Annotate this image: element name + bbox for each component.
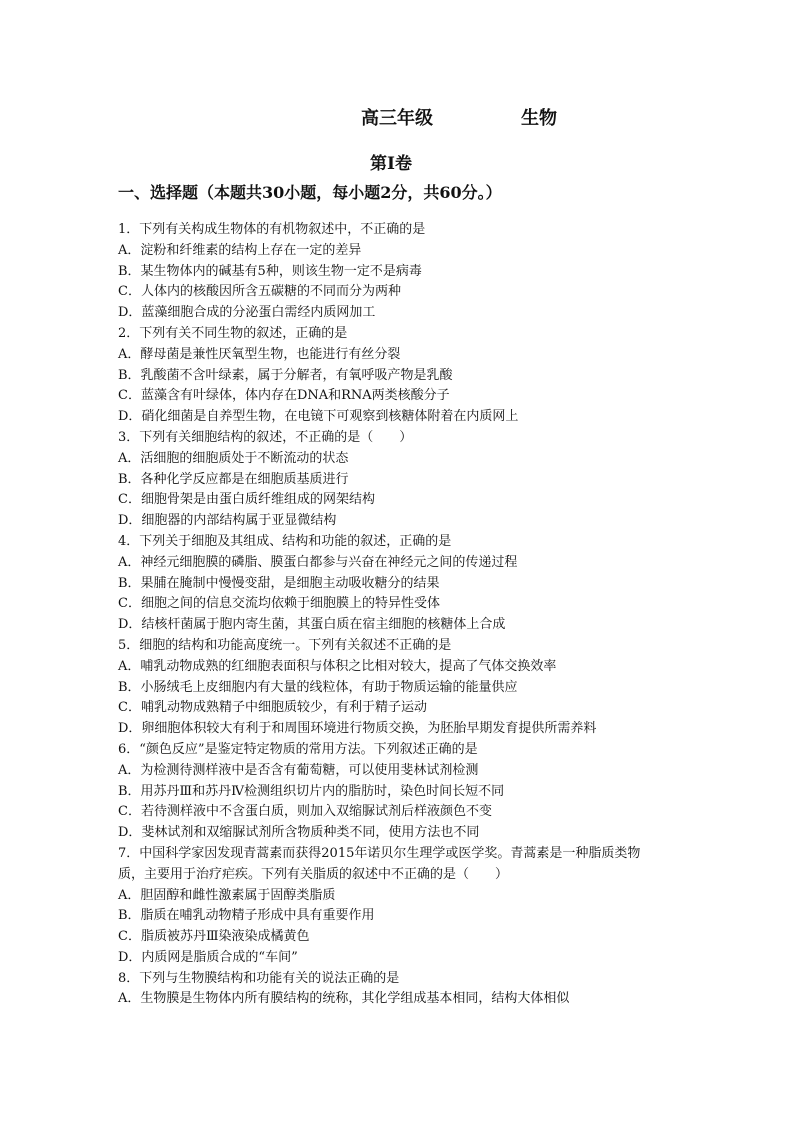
question-line: 2．下列有关不同生物的叙述，正确的是 [118, 325, 348, 341]
option-line: A．为检测待测样液中是否含有葡萄糖，可以使用斐林试剂检测 [118, 762, 479, 778]
option-line: C．细胞骨架是由蛋白质纤维组成的网架结构 [118, 492, 375, 508]
option-line: D．硝化细菌是自养型生物，在电镜下可观察到核糖体附着在内质网上 [118, 409, 519, 425]
option-line: C．脂质被苏丹Ⅲ染液染成橘黄色 [118, 929, 310, 945]
option-line: A．哺乳动物成熟的红细胞表面积与体积之比相对较大，提高了气体交换效率 [118, 658, 557, 674]
question-line: 7．中国科学家因发现青蒿素而获得2015年诺贝尔生理学或医学奖。青蒿素是一种脂质类物 [118, 845, 641, 861]
option-line: D．蓝藻细胞合成的分泌蛋白需经内质网加工 [118, 305, 376, 321]
option-line: C．若待测样液中不含蛋白质，则加入双缩脲试剂后样液颜色不变 [118, 804, 492, 820]
option-line: A．淀粉和纤维素的结构上存在一定的差异 [118, 242, 362, 258]
option-line: B．用苏丹Ⅲ和苏丹Ⅳ检测组织切片内的脂肪时，染色时间长短不同 [118, 783, 505, 799]
option-line: A．活细胞的细胞质处于不断流动的状态 [118, 450, 349, 466]
option-line: C．蓝藻含有叶绿体，体内存在DNA和RNA两类核酸分子 [118, 388, 450, 404]
option-line: D．细胞器的内部结构属于亚显微结构 [118, 513, 337, 529]
question-line: 1．下列有关构成生物体的有机物叙述中，不正确的是 [118, 222, 426, 237]
option-line: B．果脯在腌制中慢慢变甜，是细胞主动吸收糖分的结果 [118, 575, 440, 591]
option-line: B．乳酸菌不含叶绿素，属于分解者，有氧呼吸产物是乳酸 [118, 367, 453, 383]
option-line: A．生物膜是生物体内所有膜结构的统称，其化学组成基本相同，结构大体相似 [118, 991, 570, 1007]
option-line: D．结核杆菌属于胞内寄生菌，其蛋白质在宿主细胞的核糖体上合成 [118, 617, 506, 633]
question-line: 3．下列有关细胞结构的叙述，不正确的是（ ） [118, 429, 413, 445]
option-line: A．神经元细胞膜的磷脂、膜蛋白都参与兴奋在神经元之间的传递过程 [118, 554, 518, 570]
option-line: D．内质网是脂质合成的“车间” [118, 949, 298, 965]
subject-label: 生物 [521, 108, 557, 129]
question-list [118, 220, 688, 1010]
option-line: B．脂质在哺乳动物精子形成中具有重要作用 [118, 908, 375, 924]
option-line: B．某生物体内的碱基有5种，则该生物一定不是病毒 [118, 263, 422, 279]
option-line: A．胆固醇和雌性激素属于固醇类脂质 [118, 887, 336, 903]
grade-label: 高三年级 [361, 108, 433, 129]
section-heading: 一、选择题（本题共30小题，每小题2分，共60分。） [118, 183, 502, 202]
question-line: 质，主要用于治疗疟疾。下列有关脂质的叙述中不正确的是（ ） [118, 866, 509, 882]
question-line: 8．下列与生物膜结构和功能有关的说法正确的是 [118, 970, 400, 986]
question-line: 5．细胞的结构和功能高度统一。下列有关叙述不正确的是 [118, 637, 452, 653]
option-line: C．哺乳动物成熟精子中细胞质较少，有利于精子运动 [118, 700, 427, 716]
option-line: C．细胞之间的信息交流均依赖于细胞膜上的特异性受体 [118, 596, 440, 612]
option-line: D．卵细胞体积较大有利于和周围环境进行物质交换，为胚胎早期发育提供所需养料 [118, 721, 597, 737]
option-line: B．各种化学反应都是在细胞质基质进行 [118, 471, 349, 487]
option-line: C．人体内的核酸因所含五碳糖的不同而分为两种 [118, 284, 401, 300]
option-line: D．斐林试剂和双缩脲试剂所含物质种类不同，使用方法也不同 [118, 825, 480, 841]
volume-heading: 第Ⅰ卷 [370, 154, 412, 174]
option-line: A．酵母菌是兼性厌氧型生物，也能进行有丝分裂 [118, 346, 401, 362]
question-line: 4．下列关于细胞及其组成、结构和功能的叙述，正确的是 [118, 533, 452, 549]
question-line: 6．“颜色反应”是鉴定特定物质的常用方法。下列叙述正确的是 [118, 741, 478, 757]
exam-title [0, 104, 794, 130]
option-line: B．小肠绒毛上皮细胞内有大量的线粒体，有助于物质运输的能量供应 [118, 679, 518, 695]
